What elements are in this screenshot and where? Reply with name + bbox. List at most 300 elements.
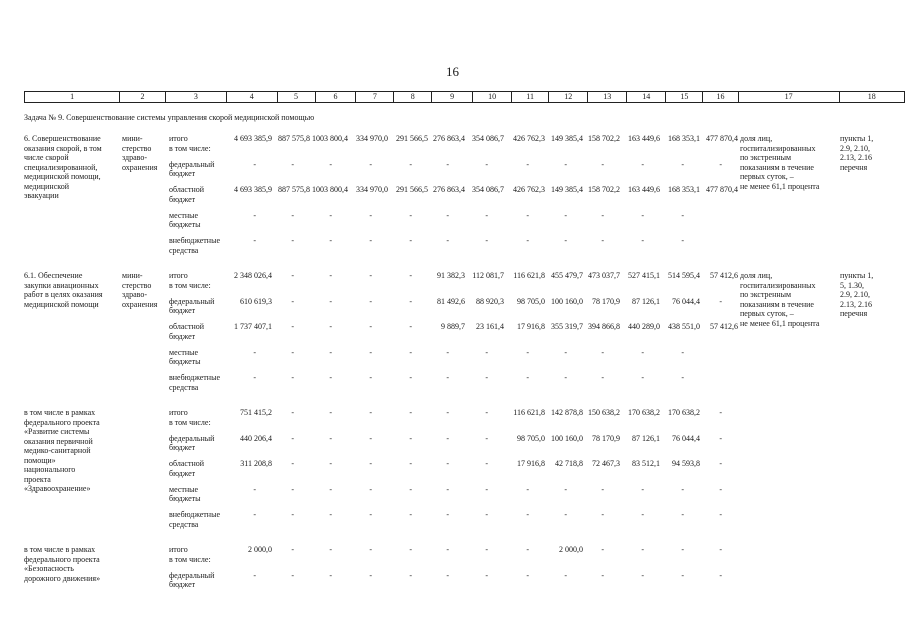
funding-value-cell: 142 878,8 bbox=[551, 408, 583, 417]
funding-value-cell: - bbox=[409, 484, 412, 494]
funding-value-cell: 334 970,0 bbox=[356, 134, 388, 143]
funding-value-cell: 87 126,1 bbox=[632, 433, 660, 443]
funding-value-cell: - bbox=[526, 159, 529, 169]
funding-value-cell: - bbox=[329, 510, 332, 519]
funding-value-cell: - bbox=[526, 373, 529, 382]
points-line: перечня bbox=[840, 162, 868, 172]
funding-source-label: внебюджетные bbox=[169, 510, 220, 519]
funding-value-cell: - bbox=[369, 459, 372, 468]
funding-value-cell: - bbox=[291, 545, 294, 554]
funding-value-cell: - bbox=[291, 373, 294, 382]
funding-value-cell: 78 170,9 bbox=[592, 433, 620, 443]
funding-value-cell: 76 044,4 bbox=[672, 433, 700, 443]
column-header-row bbox=[25, 92, 905, 103]
funding-value-cell: 78 170,9 bbox=[592, 296, 620, 306]
funding-value-cell: 276 863,4 bbox=[433, 134, 465, 143]
funding-source-label: местные bbox=[169, 347, 199, 357]
funding-value-cell: 9 889,7 bbox=[441, 322, 465, 331]
funding-source-label: бюджет bbox=[169, 468, 196, 478]
funding-value-cell: - bbox=[564, 210, 567, 220]
measure-name-line: дорожного движения» bbox=[24, 573, 101, 583]
funding-value-cell: - bbox=[291, 210, 294, 220]
funding-value-cell: - bbox=[253, 236, 256, 245]
measure-name-line: 6.1. Обеспечение bbox=[24, 271, 83, 280]
funding-source-label: местные bbox=[169, 210, 199, 220]
funding-source-label: бюджет bbox=[169, 194, 196, 204]
funding-value-cell: - bbox=[719, 510, 722, 519]
funding-value-cell: - bbox=[681, 347, 684, 357]
indicator-line: показаниям в течение bbox=[740, 162, 814, 172]
funding-value-cell: - bbox=[291, 459, 294, 468]
funding-value-cell: 2 000,0 bbox=[248, 545, 272, 554]
funding-source-label: итого bbox=[169, 545, 188, 554]
column-number-13: 13 bbox=[588, 92, 627, 103]
funding-value-cell: 455 479,7 bbox=[551, 271, 583, 280]
measure-name-line: проекта bbox=[24, 474, 51, 484]
funding-value-cell: - bbox=[641, 159, 644, 169]
funding-value-cell: - bbox=[564, 347, 567, 357]
funding-value-cell: 610 619,3 bbox=[240, 296, 272, 306]
funding-value-cell: - bbox=[329, 210, 332, 220]
funding-value-cell: 163 449,6 bbox=[628, 134, 660, 143]
funding-value-cell: - bbox=[485, 408, 488, 417]
funding-value-cell: 354 086,7 bbox=[472, 134, 504, 143]
funding-value-cell: - bbox=[485, 484, 488, 494]
funding-value-cell: - bbox=[719, 484, 722, 494]
funding-value-cell: - bbox=[446, 484, 449, 494]
funding-value-cell: - bbox=[291, 159, 294, 169]
funding-value-cell: - bbox=[641, 236, 644, 245]
funding-value-cell: - bbox=[641, 210, 644, 220]
funding-value-cell: - bbox=[253, 373, 256, 382]
funding-source-label: итого bbox=[169, 271, 188, 280]
funding-value-cell: - bbox=[601, 570, 604, 580]
funding-value-cell: - bbox=[329, 296, 332, 306]
funding-source-label: внебюджетные bbox=[169, 373, 220, 382]
funding-value-cell: - bbox=[329, 433, 332, 443]
funding-value-cell: - bbox=[446, 408, 449, 417]
indicator-line: госпитализированных bbox=[740, 143, 816, 153]
funding-value-cell: - bbox=[369, 322, 372, 331]
funding-value-cell: - bbox=[329, 570, 332, 580]
funding-value-cell: - bbox=[291, 296, 294, 306]
column-number-18: 18 bbox=[839, 92, 904, 103]
funding-value-cell: - bbox=[526, 510, 529, 519]
funding-value-cell: - bbox=[291, 433, 294, 443]
funding-source-label: федеральный bbox=[169, 159, 215, 169]
funding-value-cell: - bbox=[369, 433, 372, 443]
funding-value-cell: - bbox=[369, 347, 372, 357]
funding-value-cell: - bbox=[681, 545, 684, 554]
funding-value-cell: - bbox=[526, 210, 529, 220]
measure-name-line: медико-санитарной bbox=[24, 446, 91, 455]
funding-value-cell: - bbox=[291, 408, 294, 417]
funding-value-cell: - bbox=[369, 545, 372, 554]
funding-value-cell: - bbox=[526, 236, 529, 245]
funding-value-cell: - bbox=[409, 322, 412, 331]
funding-value-cell: - bbox=[329, 159, 332, 169]
funding-source-label: средства bbox=[169, 245, 199, 255]
funding-value-cell: - bbox=[719, 408, 722, 417]
funding-value-cell: 440 289,0 bbox=[628, 322, 660, 331]
funding-value-cell: 438 551,0 bbox=[668, 322, 700, 331]
funding-value-cell: - bbox=[329, 545, 332, 554]
funding-value-cell: 477 870,4 bbox=[706, 134, 738, 143]
funding-value-cell: - bbox=[641, 347, 644, 357]
measure-name-line: специализированной, bbox=[24, 162, 98, 172]
funding-value-cell: - bbox=[485, 347, 488, 357]
executor-line: здраво- bbox=[122, 153, 148, 162]
funding-value-cell: - bbox=[446, 459, 449, 468]
column-number-14: 14 bbox=[627, 92, 666, 103]
funding-value-cell: 426 762,3 bbox=[513, 134, 545, 143]
measure-name-line: «Безопасность bbox=[24, 564, 74, 573]
column-number-3: 3 bbox=[165, 92, 226, 103]
funding-value-cell: - bbox=[291, 484, 294, 494]
funding-value-cell: - bbox=[253, 210, 256, 220]
funding-source-label: бюджет bbox=[169, 306, 196, 315]
funding-source-label: бюджет bbox=[169, 331, 196, 341]
funding-value-cell: - bbox=[719, 459, 722, 468]
funding-value-cell: - bbox=[681, 236, 684, 245]
funding-value-cell: - bbox=[329, 271, 332, 280]
executor-line: охранения bbox=[122, 162, 158, 172]
funding-value-cell: - bbox=[719, 159, 722, 169]
page-number: 16 bbox=[446, 64, 459, 79]
funding-source-label: в том числе: bbox=[169, 280, 211, 290]
funding-value-cell: - bbox=[719, 433, 722, 443]
funding-value-cell: 276 863,4 bbox=[433, 185, 465, 194]
funding-value-cell: - bbox=[291, 322, 294, 331]
funding-source-label: средства bbox=[169, 519, 199, 529]
funding-value-cell: - bbox=[601, 210, 604, 220]
funding-value-cell: - bbox=[291, 570, 294, 580]
funding-value-cell: 355 319,7 bbox=[551, 322, 583, 331]
funding-value-cell: - bbox=[409, 159, 412, 169]
funding-value-cell: - bbox=[329, 322, 332, 331]
funding-value-cell: 76 044,4 bbox=[672, 296, 700, 306]
funding-value-cell: 1003 800,4 bbox=[312, 134, 348, 143]
funding-value-cell: 83 512,1 bbox=[632, 459, 660, 468]
funding-source-label: федеральный bbox=[169, 570, 215, 580]
funding-value-cell: - bbox=[719, 570, 722, 580]
funding-value-cell: - bbox=[641, 484, 644, 494]
points-line: пункты 1, bbox=[840, 271, 874, 280]
funding-value-cell: - bbox=[253, 510, 256, 519]
funding-source-label: бюджет bbox=[169, 169, 196, 178]
funding-value-cell: 426 762,3 bbox=[513, 185, 545, 194]
funding-value-cell: 311 208,8 bbox=[240, 459, 272, 468]
funding-value-cell: 158 702,2 bbox=[588, 134, 620, 143]
funding-value-cell: 72 467,3 bbox=[592, 459, 620, 468]
indicator-line: не менее 61,1 процента bbox=[740, 181, 820, 191]
funding-value-cell: 98 705,0 bbox=[517, 296, 545, 306]
funding-value-cell: - bbox=[446, 347, 449, 357]
executor-line: стерство bbox=[122, 143, 152, 153]
funding-value-cell: - bbox=[485, 373, 488, 382]
funding-value-cell: - bbox=[526, 545, 529, 554]
measure-name-line: «Развитие системы bbox=[24, 427, 90, 436]
indicator-line: не менее 61,1 процента bbox=[740, 318, 820, 328]
funding-value-cell: - bbox=[601, 545, 604, 554]
funding-value-cell: - bbox=[329, 408, 332, 417]
funding-source-label: местные bbox=[169, 484, 199, 494]
funding-value-cell: - bbox=[369, 570, 372, 580]
funding-value-cell: - bbox=[681, 159, 684, 169]
funding-value-cell: - bbox=[446, 510, 449, 519]
measure-name-line: закупки авиационных bbox=[24, 280, 99, 290]
column-number-4: 4 bbox=[227, 92, 278, 103]
funding-value-cell: 1003 800,4 bbox=[312, 185, 348, 194]
points-line: 2.9, 2.10, bbox=[840, 290, 870, 299]
funding-value-cell: 94 593,8 bbox=[672, 459, 700, 468]
task-title: Задача № 9. Совершенствование системы управления скорой медицинской помощью bbox=[24, 113, 315, 122]
funding-value-cell: 23 161,4 bbox=[476, 322, 504, 331]
funding-value-cell: - bbox=[601, 236, 604, 245]
funding-value-cell: - bbox=[409, 570, 412, 580]
funding-value-cell: - bbox=[641, 570, 644, 580]
column-number-17: 17 bbox=[738, 92, 839, 103]
funding-value-cell: - bbox=[681, 373, 684, 382]
funding-value-cell: 100 160,0 bbox=[551, 296, 583, 306]
funding-source-label: средства bbox=[169, 382, 199, 392]
measure-name-line: эвакуации bbox=[24, 191, 59, 200]
funding-value-cell: - bbox=[564, 373, 567, 382]
funding-value-cell: - bbox=[681, 484, 684, 494]
funding-value-cell: 477 870,4 bbox=[706, 185, 738, 194]
funding-source-label: в том числе: bbox=[169, 417, 211, 427]
column-number-11: 11 bbox=[512, 92, 549, 103]
executor-line: мини- bbox=[122, 271, 143, 280]
funding-value-cell: 91 382,3 bbox=[437, 271, 465, 280]
indicator-line: первых суток, – bbox=[740, 172, 794, 181]
funding-value-cell: - bbox=[601, 159, 604, 169]
funding-value-cell: - bbox=[446, 373, 449, 382]
executor-line: охранения bbox=[122, 299, 158, 309]
indicator-line: доля лиц, bbox=[740, 134, 773, 143]
funding-value-cell: - bbox=[526, 347, 529, 357]
column-number-16: 16 bbox=[703, 92, 738, 103]
funding-source-label: бюджет bbox=[169, 443, 196, 452]
funding-value-cell: - bbox=[485, 459, 488, 468]
funding-value-cell: - bbox=[291, 271, 294, 280]
funding-value-cell: - bbox=[369, 373, 372, 382]
funding-value-cell: 98 705,0 bbox=[517, 433, 545, 443]
executor-line: здраво- bbox=[122, 290, 148, 299]
column-number-9: 9 bbox=[432, 92, 473, 103]
measure-name-line: помощи» bbox=[24, 455, 56, 465]
funding-value-cell: 87 126,1 bbox=[632, 296, 660, 306]
funding-value-cell: - bbox=[564, 159, 567, 169]
funding-value-cell: - bbox=[564, 484, 567, 494]
funding-value-cell: - bbox=[291, 510, 294, 519]
funding-value-cell: - bbox=[253, 159, 256, 169]
funding-value-cell: - bbox=[446, 570, 449, 580]
funding-value-cell: - bbox=[329, 484, 332, 494]
points-line: 2.9, 2.10, bbox=[840, 143, 870, 153]
funding-value-cell: - bbox=[409, 347, 412, 357]
points-line: пункты 1, bbox=[840, 134, 874, 143]
funding-value-cell: - bbox=[409, 271, 412, 280]
funding-value-cell: - bbox=[446, 159, 449, 169]
funding-value-cell: - bbox=[641, 545, 644, 554]
column-number-1: 1 bbox=[25, 92, 120, 103]
funding-value-cell: 291 566,5 bbox=[396, 185, 428, 194]
column-number-5: 5 bbox=[277, 92, 315, 103]
measure-name-line: в том числе в рамках bbox=[24, 408, 96, 417]
funding-value-cell: - bbox=[526, 570, 529, 580]
funding-value-cell: - bbox=[291, 347, 294, 357]
funding-value-cell: 163 449,6 bbox=[628, 185, 660, 194]
funding-value-cell: - bbox=[446, 545, 449, 554]
funding-value-cell: - bbox=[369, 271, 372, 280]
column-number-15: 15 bbox=[666, 92, 703, 103]
funding-source-label: областной bbox=[169, 185, 205, 194]
funding-value-cell: - bbox=[369, 210, 372, 220]
funding-source-label: итого bbox=[169, 408, 188, 417]
measure-name-line: оказания скорой, в том bbox=[24, 143, 102, 153]
funding-value-cell: - bbox=[369, 296, 372, 306]
funding-source-label: областной bbox=[169, 459, 205, 468]
points-line: 2.13, 2.16 bbox=[840, 299, 872, 309]
funding-value-cell: - bbox=[601, 510, 604, 519]
points-line: 5, 1.30, bbox=[840, 280, 864, 290]
funding-source-label: бюджет bbox=[169, 580, 196, 589]
funding-value-cell: 394 866,8 bbox=[588, 322, 620, 331]
indicator-line: показаниям в течение bbox=[740, 299, 814, 309]
funding-value-cell: 112 081,7 bbox=[472, 271, 504, 280]
funding-value-cell: - bbox=[329, 459, 332, 468]
measure-name-line: работ в целях оказания bbox=[24, 290, 103, 299]
funding-value-cell: - bbox=[446, 433, 449, 443]
funding-value-cell: - bbox=[485, 433, 488, 443]
funding-value-cell: - bbox=[409, 510, 412, 519]
funding-source-label: в том числе: bbox=[169, 554, 211, 564]
funding-value-cell: 168 353,1 bbox=[668, 134, 700, 143]
funding-value-cell: - bbox=[601, 484, 604, 494]
funding-value-cell: - bbox=[409, 210, 412, 220]
funding-value-cell: - bbox=[409, 408, 412, 417]
measure-name-line: медицинской помощи, bbox=[24, 172, 101, 181]
funding-value-cell: - bbox=[681, 210, 684, 220]
funding-value-cell: - bbox=[409, 296, 412, 306]
funding-value-cell: - bbox=[641, 373, 644, 382]
indicator-line: по экстренным bbox=[740, 153, 792, 162]
funding-value-cell: - bbox=[446, 210, 449, 220]
funding-value-cell: 42 718,8 bbox=[555, 459, 583, 468]
column-header-table bbox=[24, 91, 905, 103]
column-number-10: 10 bbox=[473, 92, 512, 103]
measure-name-line: «Здравоохранение» bbox=[24, 484, 91, 493]
indicator-line: по экстренным bbox=[740, 290, 792, 299]
funding-value-cell: - bbox=[253, 347, 256, 357]
funding-value-cell: - bbox=[719, 545, 722, 554]
funding-value-cell: 291 566,5 bbox=[396, 134, 428, 143]
funding-value-cell: 334 970,0 bbox=[356, 185, 388, 194]
indicator-line: доля лиц, bbox=[740, 271, 773, 280]
funding-value-cell: - bbox=[564, 570, 567, 580]
funding-source-label: областной bbox=[169, 322, 205, 331]
funding-value-cell: 116 621,8 bbox=[513, 271, 545, 280]
funding-value-cell: 116 621,8 bbox=[513, 408, 545, 417]
funding-source-label: бюджеты bbox=[169, 357, 201, 366]
funding-value-cell: 57 412,6 bbox=[710, 322, 738, 331]
measure-name-line: медицинской помощи bbox=[24, 299, 99, 309]
executor-line: стерство bbox=[122, 280, 152, 290]
funding-value-cell: 2 348 026,4 bbox=[234, 271, 272, 280]
points-line: 2.13, 2.16 bbox=[840, 153, 872, 162]
funding-value-cell: 168 353,1 bbox=[668, 185, 700, 194]
funding-value-cell: - bbox=[329, 347, 332, 357]
funding-value-cell: - bbox=[291, 236, 294, 245]
funding-source-label: бюджеты bbox=[169, 220, 201, 229]
funding-value-cell: 158 702,2 bbox=[588, 185, 620, 194]
funding-value-cell: 149 385,4 bbox=[551, 185, 583, 194]
funding-value-cell: - bbox=[485, 545, 488, 554]
funding-source-label: бюджеты bbox=[169, 494, 201, 503]
measure-name-line: федерального проекта bbox=[24, 417, 100, 427]
funding-value-cell: 88 920,3 bbox=[476, 296, 504, 306]
funding-value-cell: 1 737 407,1 bbox=[234, 322, 272, 331]
points-line: перечня bbox=[840, 309, 868, 318]
funding-value-cell: - bbox=[485, 236, 488, 245]
funding-value-cell: 4 693 385,9 bbox=[234, 185, 272, 194]
funding-value-cell: 514 595,4 bbox=[668, 271, 700, 280]
funding-value-cell: 17 916,8 bbox=[517, 459, 545, 468]
funding-value-cell: 527 415,1 bbox=[628, 271, 660, 280]
column-number-6: 6 bbox=[315, 92, 356, 103]
funding-value-cell: 17 916,8 bbox=[517, 322, 545, 331]
funding-value-cell: - bbox=[409, 545, 412, 554]
funding-value-cell: 81 492,6 bbox=[437, 296, 465, 306]
funding-source-label: внебюджетные bbox=[169, 236, 220, 245]
funding-value-cell: - bbox=[601, 373, 604, 382]
column-number-12: 12 bbox=[549, 92, 588, 103]
funding-value-cell: - bbox=[329, 373, 332, 382]
measure-name-line: 6. Совершенствование bbox=[24, 134, 101, 143]
funding-value-cell: - bbox=[681, 510, 684, 519]
indicator-line: первых суток, – bbox=[740, 309, 794, 318]
funding-value-cell: - bbox=[719, 296, 722, 306]
funding-value-cell: 149 385,4 bbox=[551, 134, 583, 143]
executor-line: мини- bbox=[122, 134, 143, 143]
funding-value-cell: - bbox=[409, 459, 412, 468]
funding-value-cell: 887 575,8 bbox=[278, 134, 310, 143]
column-number-2: 2 bbox=[120, 92, 166, 103]
funding-source-label: в том числе: bbox=[169, 143, 211, 153]
funding-value-cell: 170 638,2 bbox=[628, 408, 660, 417]
funding-value-cell: - bbox=[446, 236, 449, 245]
funding-value-cell: - bbox=[564, 510, 567, 519]
funding-value-cell: 150 638,2 bbox=[588, 408, 620, 417]
funding-value-cell: - bbox=[409, 236, 412, 245]
funding-source-label: федеральный bbox=[169, 296, 215, 306]
funding-value-cell: - bbox=[369, 510, 372, 519]
measure-name-line: национального bbox=[24, 465, 76, 474]
funding-value-cell: 57 412,6 bbox=[710, 271, 738, 280]
funding-value-cell: 2 000,0 bbox=[559, 545, 583, 554]
indicator-line: госпитализированных bbox=[740, 280, 816, 290]
funding-value-cell: - bbox=[409, 373, 412, 382]
column-number-8: 8 bbox=[394, 92, 432, 103]
funding-value-cell: - bbox=[409, 433, 412, 443]
funding-value-cell: - bbox=[641, 510, 644, 519]
funding-value-cell: 354 086,7 bbox=[472, 185, 504, 194]
funding-value-cell: - bbox=[369, 408, 372, 417]
funding-value-cell: 440 206,4 bbox=[240, 433, 272, 443]
funding-value-cell: 473 037,7 bbox=[588, 271, 620, 280]
funding-value-cell: - bbox=[369, 159, 372, 169]
